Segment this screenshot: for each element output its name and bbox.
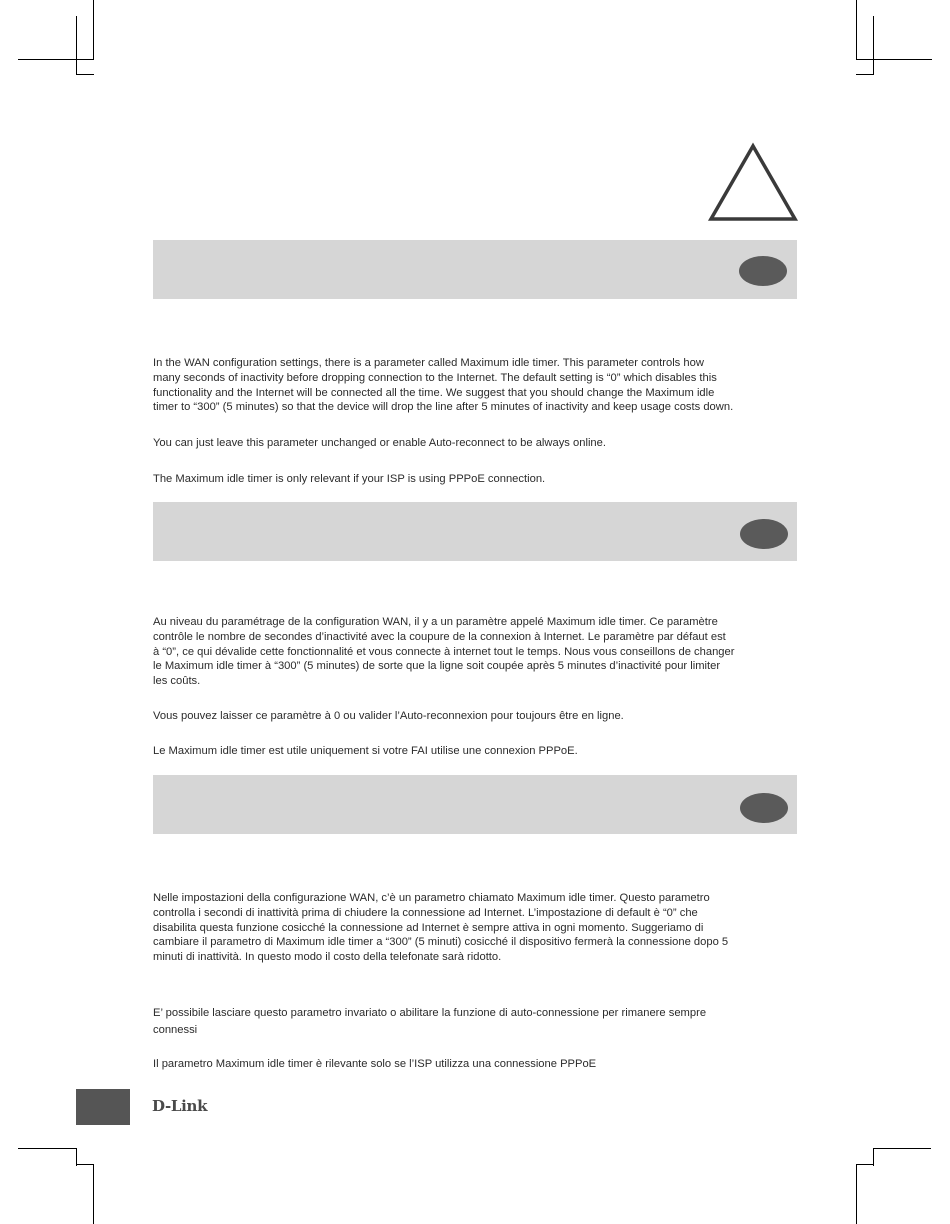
crop-mark [856,0,857,60]
crop-mark [76,16,77,74]
page-number-tab [76,1089,130,1125]
crop-mark [873,16,874,74]
d-link-logo: D-Link [152,1097,208,1115]
paragraph-it-3: Il parametro Maximum idle timer è rilevante solo se l’ISP utilizza una connessione PPPoE [153,1058,597,1070]
paragraph-fr-1: Au niveau du paramétrage de la configuration WAN, il y a un paramètre appelé Maximum idle timer. Ce paramètre contrôle le nombre de secondes d’inactivité avec la coupure de la connexion à Internet. Le paramètre par défaut est à “0”, ce qui dévalide cette fonctionnalité et vous connecte à internet tout le temps. Nous vous conseillons de changer le Maximum idle timer à “300” (5 minutes) de sorte que la ligne soit coupée après 5 minutes d’inactivité pour limiter les coûts. [153,616,735,688]
crop-mark [18,1148,76,1149]
crop-mark [93,1164,94,1224]
paragraph-en-3: The Maximum idle timer is only relevant if your ISP is using PPPoE connection. [153,473,546,485]
section-banner-it [153,775,797,834]
crop-mark [76,74,94,75]
warning-triangle-icon [707,142,799,222]
crop-mark [18,59,94,60]
paragraph-fr-3: Le Maximum idle timer est utile uniquement si votre FAI utilise une connexion PPPoE. [153,745,578,757]
crop-mark [856,59,932,60]
crop-mark [873,1148,931,1149]
paragraph-en-1: In the WAN configuration settings, there is a parameter called Maximum idle timer. This parameter controls how many seconds of inactivity before dropping connection to the Internet. The default setting is “0” which disables this functionality and the Internet will be connected all the time. We suggest that you should change the Maximum idle timer to “300” (5 minutes) so that the device will drop the line after 5 minutes of inactivity and keep usage costs down. [153,357,734,414]
crop-mark [93,0,94,60]
section-banner-en [153,240,797,299]
crop-mark [856,74,874,75]
section-banner-fr [153,502,797,561]
crop-mark [856,1164,874,1165]
language-badge-icon [740,519,788,549]
crop-mark [856,1164,857,1224]
crop-mark [76,1164,94,1165]
language-badge-icon [740,793,788,823]
language-badge-icon [739,256,787,286]
paragraph-it-1: Nelle impostazioni della configurazione WAN, c’è un parametro chiamato Maximum idle timer. Questo parametro controlla i secondi di inattività prima di chiudere la connessione ad Internet. L’impostazione di default è “0” che disabilita questa funzione cosicché la connessione ad Internet è sempre attiva in ogni momento. Suggeriamo di cambiare il parametro di Maximum idle timer a “300” (5 minuti) cosicché il dispositivo fermerà la connessione dopo 5 minuti di inattività. In questo modo il costo della telefonate sarà ridotto. [153,892,729,964]
paragraph-it-2: E’ possibile lasciare questo parametro invariato o abilitare la funzione di auto-connessione per rimanere sempre connessi [153,1007,707,1036]
paragraph-en-2: You can just leave this parameter unchanged or enable Auto-reconnect to be always online. [153,437,606,449]
paragraph-fr-2: Vous pouvez laisser ce paramètre à 0 ou valider l’Auto-reconnexion pour toujours être en ligne. [153,710,624,722]
